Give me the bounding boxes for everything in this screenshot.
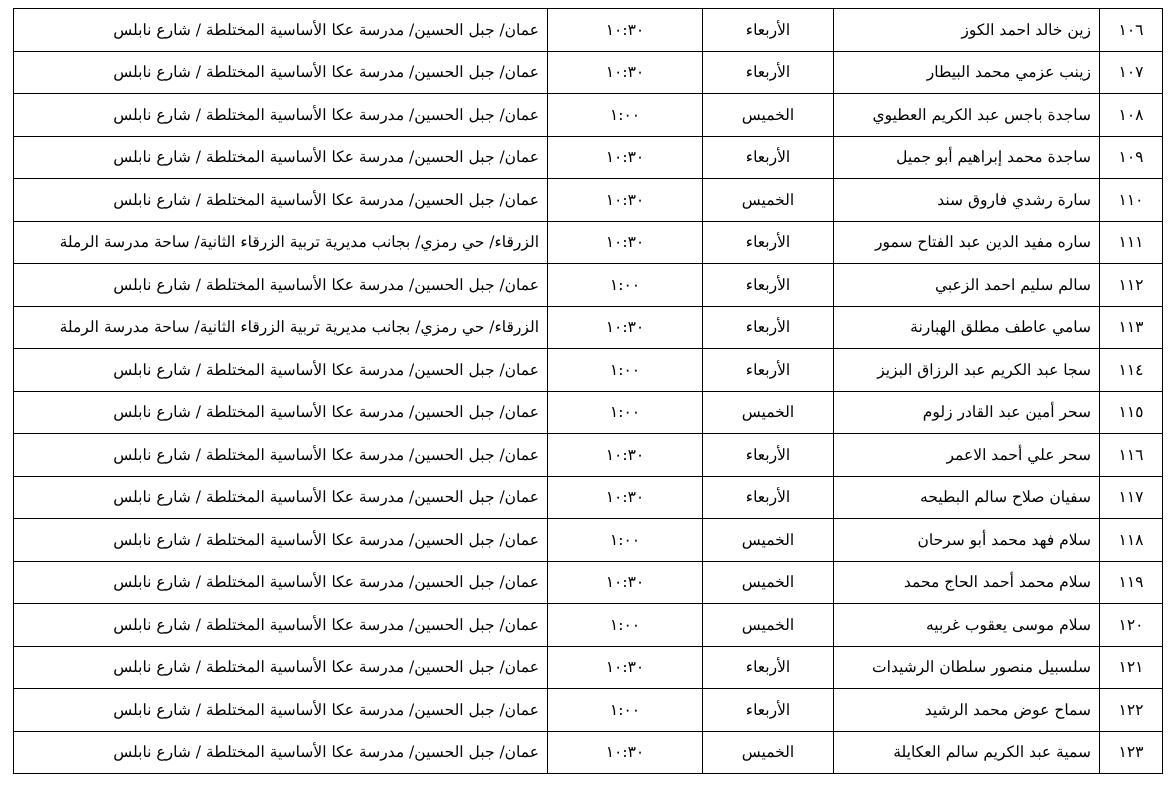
roster-table-body	[14, 9, 1163, 774]
row-number: ١١٨	[1100, 519, 1163, 562]
exam-time: ١٠:٣٠	[548, 9, 703, 52]
table-row	[14, 179, 1163, 222]
exam-time: ١:٠٠	[548, 689, 703, 732]
exam-time: ١:٠٠	[548, 349, 703, 392]
exam-location: عمان/ جبل الحسين/ مدرسة عكا الأساسية المختلطة / شارع نابلس	[14, 434, 548, 477]
exam-location: عمان/ جبل الحسين/ مدرسة عكا الأساسية المختلطة / شارع نابلس	[14, 646, 548, 689]
person-name: سلام فهد محمد أبو سرحان	[834, 519, 1100, 562]
exam-day: الخميس	[703, 391, 834, 434]
exam-time: ١٠:٣٠	[548, 434, 703, 477]
row-number: ١١٤	[1100, 349, 1163, 392]
exam-day: الأربعاء	[703, 221, 834, 264]
row-number: ١١٧	[1100, 476, 1163, 519]
exam-day: الخميس	[703, 179, 834, 222]
table-row	[14, 9, 1163, 52]
exam-day: الخميس	[703, 731, 834, 774]
exam-location: عمان/ جبل الحسين/ مدرسة عكا الأساسية المختلطة / شارع نابلس	[14, 51, 548, 94]
exam-day: الأربعاء	[703, 434, 834, 477]
exam-time: ١:٠٠	[548, 604, 703, 647]
table-row	[14, 221, 1163, 264]
exam-location: عمان/ جبل الحسين/ مدرسة عكا الأساسية المختلطة / شارع نابلس	[14, 179, 548, 222]
exam-location: عمان/ جبل الحسين/ مدرسة عكا الأساسية المختلطة / شارع نابلس	[14, 476, 548, 519]
row-number: ١٠٨	[1100, 94, 1163, 137]
row-number: ١١٠	[1100, 179, 1163, 222]
table-row	[14, 51, 1163, 94]
exam-time: ١٠:٣٠	[548, 136, 703, 179]
person-name: سامي عاطف مطلق الهبارنة	[834, 306, 1100, 349]
row-number: ١٠٧	[1100, 51, 1163, 94]
exam-time: ١٠:٣٠	[548, 561, 703, 604]
row-number: ١٠٩	[1100, 136, 1163, 179]
exam-time: ١٠:٣٠	[548, 306, 703, 349]
exam-time: ١٠:٣٠	[548, 51, 703, 94]
row-number: ١١١	[1100, 221, 1163, 264]
table-row	[14, 731, 1163, 774]
exam-location: عمان/ جبل الحسين/ مدرسة عكا الأساسية المختلطة / شارع نابلس	[14, 94, 548, 137]
table-row	[14, 434, 1163, 477]
exam-time: ١:٠٠	[548, 264, 703, 307]
person-name: زين خالد احمد الكوز	[834, 9, 1100, 52]
person-name: زينب عزمي محمد البيطار	[834, 51, 1100, 94]
row-number: ١٢١	[1100, 646, 1163, 689]
exam-time: ١٠:٣٠	[548, 221, 703, 264]
table-row	[14, 94, 1163, 137]
person-name: سجا عبد الكريم عبد الرزاق البزيز	[834, 349, 1100, 392]
person-name: ساجدة محمد إبراهيم أبو جميل	[834, 136, 1100, 179]
exam-time: ١:٠٠	[548, 519, 703, 562]
person-name: سماح عوض محمد الرشيد	[834, 689, 1100, 732]
exam-day: الخميس	[703, 604, 834, 647]
table-row	[14, 306, 1163, 349]
exam-location: عمان/ جبل الحسين/ مدرسة عكا الأساسية المختلطة / شارع نابلس	[14, 391, 548, 434]
person-name: سحر أمين عبد القادر زلوم	[834, 391, 1100, 434]
exam-day: الأربعاء	[703, 136, 834, 179]
table-row	[14, 604, 1163, 647]
table-row	[14, 561, 1163, 604]
exam-time: ١٠:٣٠	[548, 179, 703, 222]
exam-day: الأربعاء	[703, 689, 834, 732]
exam-day: الأربعاء	[703, 476, 834, 519]
exam-location: عمان/ جبل الحسين/ مدرسة عكا الأساسية المختلطة / شارع نابلس	[14, 604, 548, 647]
exam-location: عمان/ جبل الحسين/ مدرسة عكا الأساسية المختلطة / شارع نابلس	[14, 264, 548, 307]
table-row	[14, 476, 1163, 519]
exam-day: الخميس	[703, 94, 834, 137]
table-row	[14, 264, 1163, 307]
exam-day: الأربعاء	[703, 9, 834, 52]
person-name: سمية عبد الكريم سالم العكايلة	[834, 731, 1100, 774]
table-row	[14, 349, 1163, 392]
row-number: ١١٢	[1100, 264, 1163, 307]
exam-location: الزرقاء/ حي رمزي/ بجانب مديرية تربية الزرقاء الثانية/ ساحة مدرسة الرملة	[14, 221, 548, 264]
exam-day: الأربعاء	[703, 264, 834, 307]
exam-location: عمان/ جبل الحسين/ مدرسة عكا الأساسية المختلطة / شارع نابلس	[14, 689, 548, 732]
table-row	[14, 646, 1163, 689]
table-row	[14, 136, 1163, 179]
table-row	[14, 519, 1163, 562]
exam-time: ١٠:٣٠	[548, 646, 703, 689]
exam-location: عمان/ جبل الحسين/ مدرسة عكا الأساسية المختلطة / شارع نابلس	[14, 9, 548, 52]
table-row	[14, 391, 1163, 434]
row-number: ١٠٦	[1100, 9, 1163, 52]
exam-location: عمان/ جبل الحسين/ مدرسة عكا الأساسية المختلطة / شارع نابلس	[14, 731, 548, 774]
row-number: ١١٣	[1100, 306, 1163, 349]
row-number: ١٢٢	[1100, 689, 1163, 732]
person-name: ساره مفيد الدين عبد الفتاح سمور	[834, 221, 1100, 264]
row-number: ١٢٠	[1100, 604, 1163, 647]
exam-day: الخميس	[703, 519, 834, 562]
exam-location: عمان/ جبل الحسين/ مدرسة عكا الأساسية المختلطة / شارع نابلس	[14, 349, 548, 392]
exam-time: ١:٠٠	[548, 391, 703, 434]
person-name: سلسبيل منصور سلطان الرشيدات	[834, 646, 1100, 689]
exam-day: الخميس	[703, 561, 834, 604]
person-name: سالم سليم احمد الزعبي	[834, 264, 1100, 307]
exam-time: ١:٠٠	[548, 94, 703, 137]
roster-table	[13, 8, 1163, 774]
row-number: ١١٥	[1100, 391, 1163, 434]
person-name: ساجدة باجس عبد الكريم العطيوي	[834, 94, 1100, 137]
person-name: سحر علي أحمد الاعمر	[834, 434, 1100, 477]
table-row	[14, 689, 1163, 732]
roster-sheet	[13, 8, 1162, 774]
row-number: ١٢٣	[1100, 731, 1163, 774]
exam-time: ١٠:٣٠	[548, 476, 703, 519]
exam-day: الأربعاء	[703, 349, 834, 392]
exam-location: عمان/ جبل الحسين/ مدرسة عكا الأساسية المختلطة / شارع نابلس	[14, 519, 548, 562]
person-name: سلام موسى يعقوب غربيه	[834, 604, 1100, 647]
exam-location: الزرقاء/ حي رمزي/ بجانب مديرية تربية الزرقاء الثانية/ ساحة مدرسة الرملة	[14, 306, 548, 349]
row-number: ١١٦	[1100, 434, 1163, 477]
exam-time: ١٠:٣٠	[548, 731, 703, 774]
person-name: سارة رشدي فاروق سند	[834, 179, 1100, 222]
exam-day: الأربعاء	[703, 646, 834, 689]
exam-location: عمان/ جبل الحسين/ مدرسة عكا الأساسية المختلطة / شارع نابلس	[14, 136, 548, 179]
exam-day: الأربعاء	[703, 306, 834, 349]
row-number: ١١٩	[1100, 561, 1163, 604]
person-name: سفيان صلاح سالم البطيحه	[834, 476, 1100, 519]
person-name: سلام محمد أحمد الحاج محمد	[834, 561, 1100, 604]
exam-location: عمان/ جبل الحسين/ مدرسة عكا الأساسية المختلطة / شارع نابلس	[14, 561, 548, 604]
exam-day: الأربعاء	[703, 51, 834, 94]
